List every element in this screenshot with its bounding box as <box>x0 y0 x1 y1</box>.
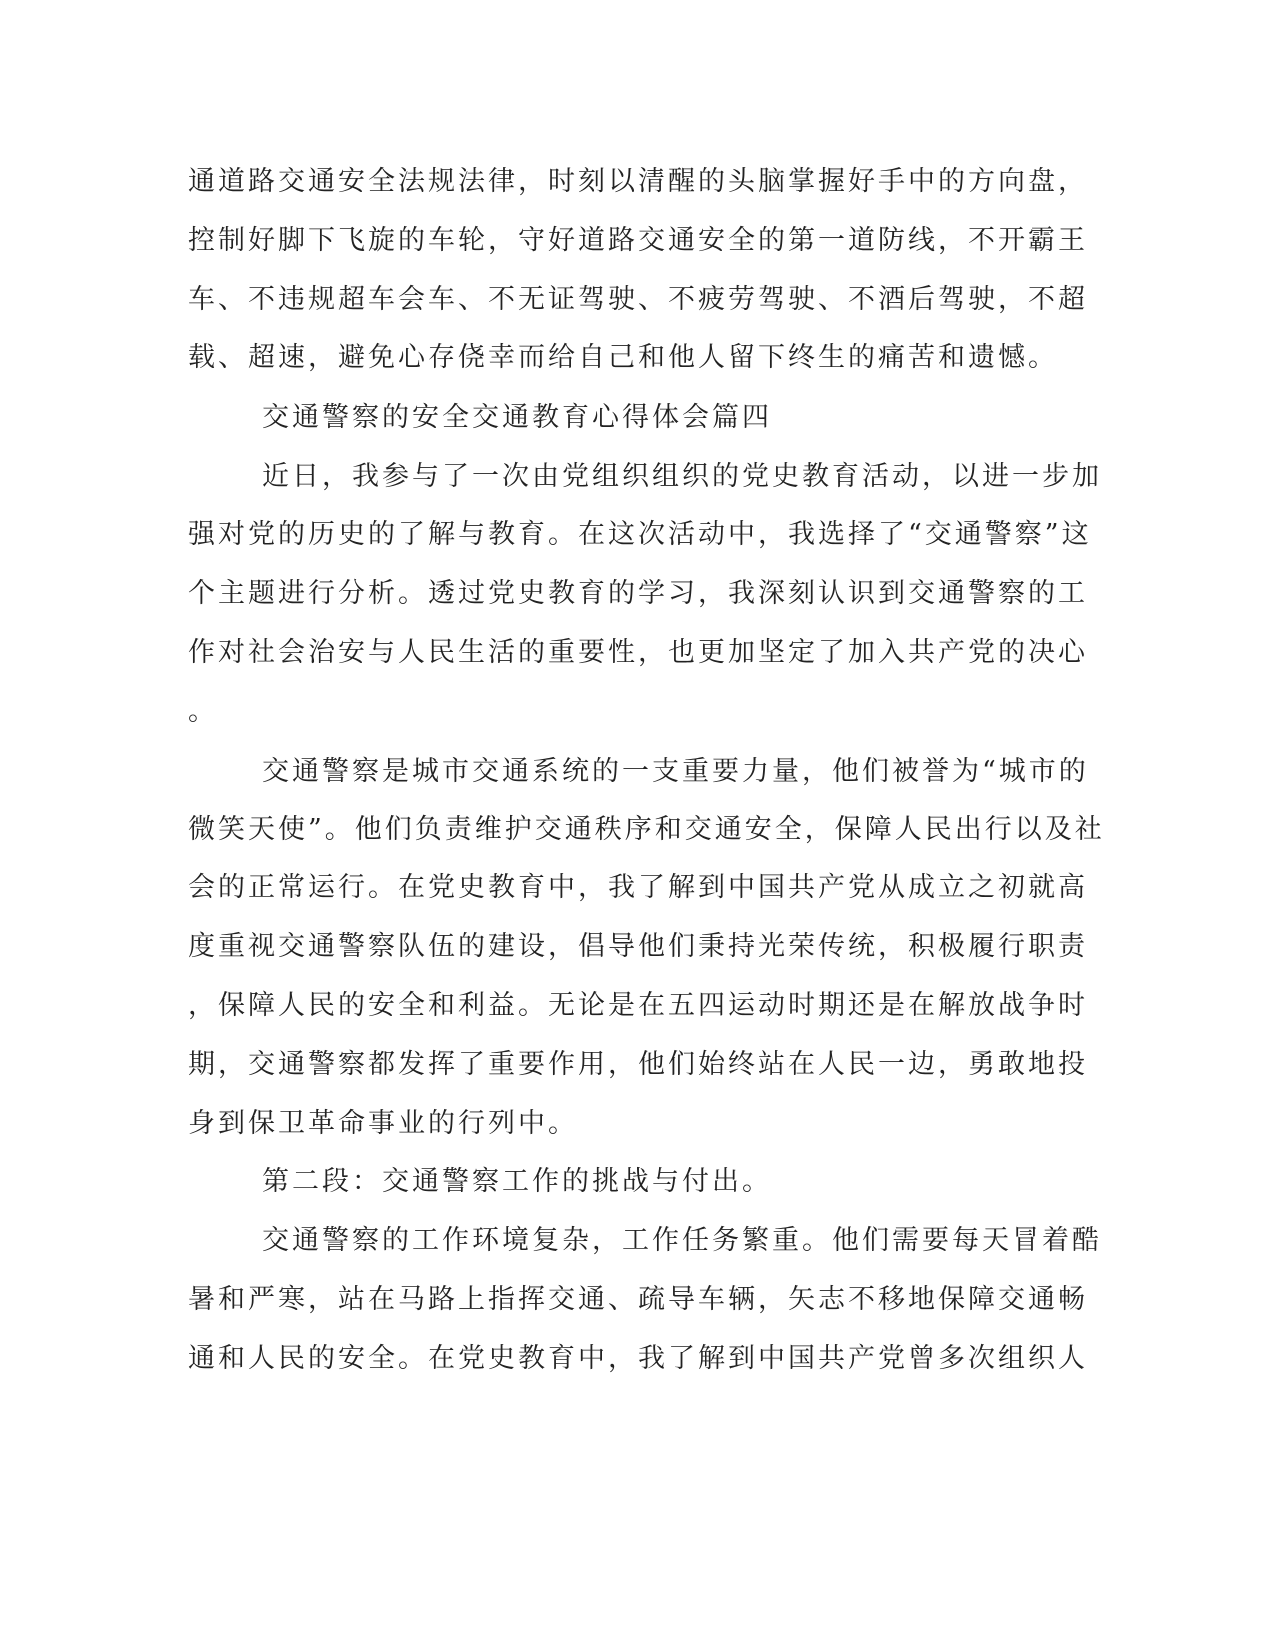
text-line: 暑和严寒，站在马路上指挥交通、疏导车辆，矢志不移地保障交通畅 <box>188 1284 1088 1315</box>
text-line: 个主题进行分析。透过党史教育的学习，我深刻认识到交通警察的工 <box>188 578 1088 609</box>
text-line: 会的正常运行。在党史教育中，我了解到中国共产党从成立之初就高 <box>188 872 1088 903</box>
text-line: 交通警察是城市交通系统的一支重要力量，他们被誉为“城市的 <box>262 756 1089 787</box>
text-line: ，保障人民的安全和利益。无论是在五四运动时期还是在解放战争时 <box>188 990 1088 1021</box>
text-line: 交通警察的工作环境复杂，工作任务繁重。他们需要每天冒着酷 <box>262 1225 1102 1256</box>
text-line: 作对社会治安与人民生活的重要性，也更加坚定了加入共产党的决心 <box>188 637 1088 668</box>
text-line: 通和人民的安全。在党史教育中，我了解到中国共产党曾多次组织人 <box>188 1343 1088 1374</box>
section-heading: 交通警察的安全交通教育心得体会篇四 <box>262 402 772 433</box>
section-heading: 第二段：交通警察工作的挑战与付出。 <box>262 1166 772 1197</box>
text-line: 度重视交通警察队伍的建设，倡导他们秉持光荣传统，积极履行职责 <box>188 931 1088 962</box>
text-line: 控制好脚下飞旋的车轮，守好道路交通安全的第一道防线，不开霸王 <box>188 225 1088 256</box>
text-line: 近日，我参与了一次由党组织组织的党史教育活动，以进一步加 <box>262 461 1102 492</box>
text-line: 载、超速，避免心存侥幸而给自己和他人留下终生的痛苦和遗憾。 <box>188 342 1058 373</box>
text-line: 期，交通警察都发挥了重要作用，他们始终站在人民一边，勇敢地投 <box>188 1049 1088 1080</box>
text-line: 强对党的历史的了解与教育。在这次活动中，我选择了“交通警察”这 <box>188 519 1092 550</box>
text-line: 。 <box>188 696 218 727</box>
text-line: 微笑天使”。他们负责维护交通秩序和交通安全，保障人民出行以及社 <box>188 814 1105 845</box>
text-line: 通道路交通安全法规法律，时刻以清醒的头脑掌握好手中的方向盘， <box>188 166 1088 197</box>
text-line: 车、不违规超车会车、不无证驾驶、不疲劳驾驶、不酒后驾驶，不超 <box>188 284 1088 315</box>
text-line: 身到保卫革命事业的行列中。 <box>188 1108 578 1139</box>
